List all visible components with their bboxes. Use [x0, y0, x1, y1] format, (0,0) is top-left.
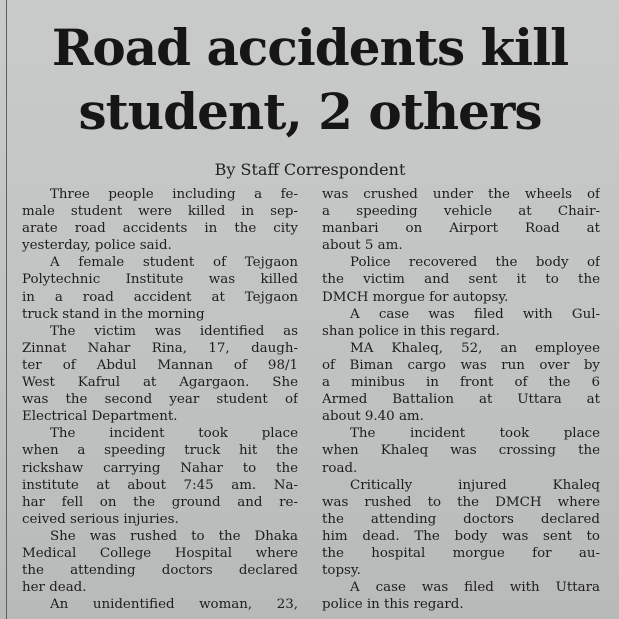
text-line: Polytechnic Institute was killed [22, 272, 298, 288]
column-rule [6, 0, 7, 619]
text-line: West Kafrul at Agargaon. She [22, 375, 298, 391]
text-line: a minibus in front of the 6 [322, 375, 600, 391]
text-line: A female student of Tejgaon [50, 255, 298, 271]
text-line: about 9.40 am. [322, 409, 424, 425]
text-line: ter of Abdul Mannan of 98/1 [22, 357, 298, 373]
text-line: was rushed to the DMCH where [322, 494, 600, 510]
text-line: rickshaw carrying Nahar to the [22, 460, 298, 476]
text-line: topsy. [322, 563, 361, 579]
text-line: Electrical Department. [22, 409, 178, 425]
text-line: ceived serious injuries. [22, 511, 179, 527]
text-line: The incident took place [50, 426, 298, 442]
text-line: The victim was identified as [50, 323, 298, 339]
text-line: her dead. [22, 580, 87, 596]
text-line: about 5 am. [322, 238, 403, 254]
article-column-right [322, 186, 600, 613]
text-line: of Biman cargo was run over by [322, 357, 600, 373]
text-line: the attending doctors declared [322, 511, 600, 527]
text-line: Police recovered the body of [350, 255, 600, 271]
text-line: DMCH morgue for autopsy. [322, 289, 509, 305]
text-line: A case was filed with Gul- [350, 306, 600, 322]
text-line: male student were killed in sep- [22, 204, 298, 220]
text-line: the hospital morgue for au- [322, 545, 600, 561]
text-line: truck stand in the morning [22, 306, 205, 322]
text-line: was the second year student of [22, 392, 298, 408]
text-line: institute at about 7:45 am. Na- [22, 477, 298, 493]
headline [10, 16, 610, 144]
article-column-left [22, 186, 298, 613]
text-line: him dead. The body was sent to [322, 528, 600, 544]
text-line: MA Khaleq, 52, an employee [350, 340, 600, 356]
text-line: Zinnat Nahar Rina, 17, daugh- [22, 340, 298, 356]
text-line: when Khaleq was crossing the [322, 443, 600, 459]
text-line: Armed Battalion at Uttara at [322, 392, 600, 408]
text-line: manbari on Airport Road at [322, 221, 600, 237]
text-line: yesterday, police said. [22, 238, 172, 254]
text-line: The incident took place [350, 426, 600, 442]
text-line: har fell on the ground and re- [22, 494, 298, 510]
text-line: police in this regard. [322, 597, 464, 613]
text-line: road. [322, 460, 358, 476]
text-line: Critically injured Khaleq [350, 477, 600, 493]
text-line: She was rushed to the Dhaka [50, 528, 298, 544]
text-line: was crushed under the wheels of [322, 187, 600, 202]
text-line: A case was filed with Uttara [350, 580, 600, 596]
headline-line-2: student, 2 others [78, 82, 542, 141]
text-line: An unidentified woman, 23, [50, 597, 298, 613]
text-line: the attending doctors declared [22, 563, 298, 579]
text-line: the victim and sent it to the [322, 272, 600, 288]
text-line: in a road accident at Tejgaon [22, 289, 298, 305]
text-line: Medical College Hospital where [22, 545, 298, 561]
text-line: when a speeding truck hit the [22, 443, 298, 459]
headline-line-1: Road accidents kill [51, 18, 569, 77]
text-line: a speeding vehicle at Chair- [322, 204, 600, 220]
byline: By Staff Correspondent [214, 160, 406, 179]
text-line: Three people including a fe- [50, 187, 298, 202]
text-line: shan police in this regard. [322, 323, 500, 339]
text-line: arate road accidents in the city [22, 221, 298, 237]
